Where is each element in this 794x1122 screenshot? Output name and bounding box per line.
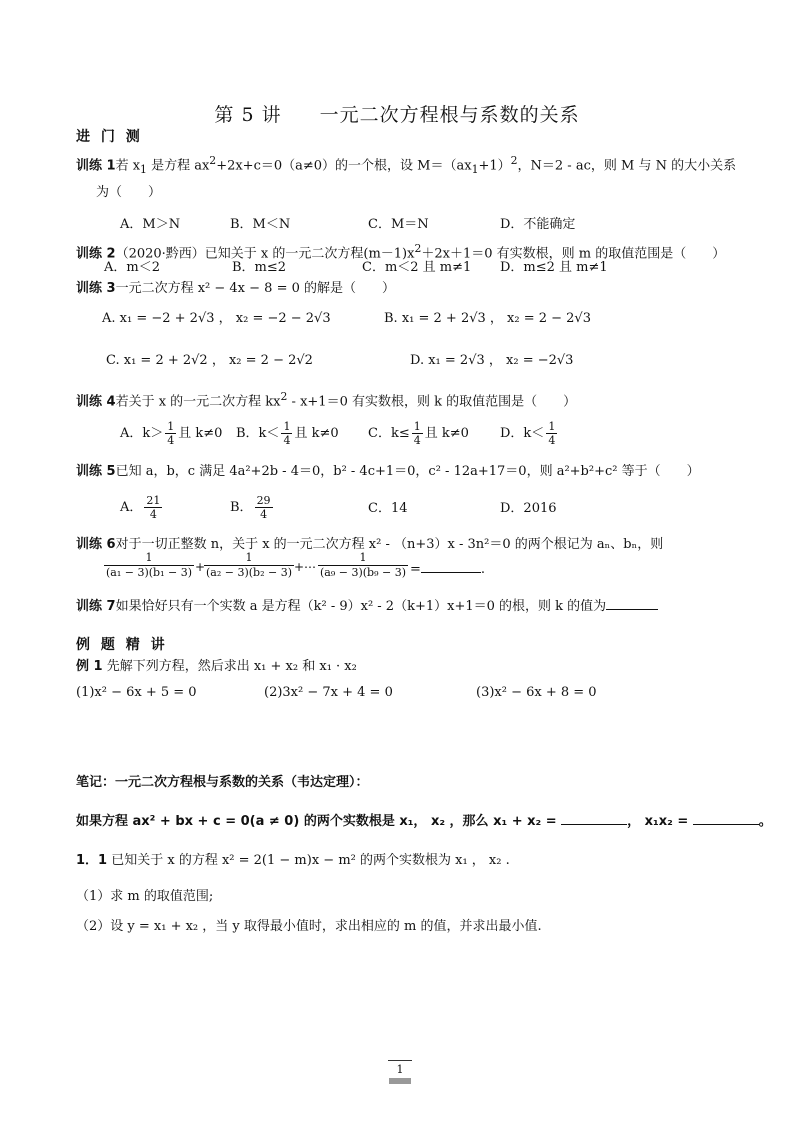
exercise-4-option-c-prefix: C．k≤ — [368, 426, 410, 441]
fraction-numerator: 1 — [104, 551, 194, 566]
example-1-equation-3: (3)x² − 6x + 8 = 0 — [476, 685, 597, 700]
exercise-1-option-a: A．M＞N — [120, 217, 181, 232]
example-1-label: 例 1 — [76, 659, 103, 674]
fraction-numerator: 1 — [548, 420, 556, 433]
exercise-2-option-c: C．m＜2 且 m≠1 — [362, 260, 472, 275]
exercise-3-option-d: D. x₁ = 2√3 ， x₂ = −2√3 — [410, 353, 574, 368]
exercise-2-sup: 2 — [414, 242, 422, 255]
exercise-1-text-g: +1） — [478, 158, 511, 174]
page-number-rule — [388, 1060, 412, 1061]
exercise-1-sup-1: 2 — [209, 154, 217, 167]
exercise-1-sub-1: 1 — [140, 162, 147, 176]
exercise-3-text: 一元二次方程 x² − 4x − 8 = 0 的解是（ ） — [115, 281, 396, 296]
exercise-5 — [76, 463, 700, 481]
exercise-5-text: 已知 a，b，c 满足 4a²+2b - 4＝0，b² - 4c+1＝0，c² - 12a+17＝0，则 a²+b²+c² 等于（ ） — [115, 464, 700, 479]
exercise-5-option-b-fraction — [255, 494, 273, 521]
exercise-6-text: 对于一切正整数 n，关于 x 的一元二次方程 x² - （n+3）x - 3n²＝0 的两个根记为 aₙ、bₙ，则 — [115, 537, 664, 552]
example-1 — [76, 658, 357, 676]
vieta-statement-text-b: ， x₁x₂ = — [627, 814, 689, 829]
question-1-1-part-1: （1）求 m 的取值范围; — [76, 889, 214, 904]
section-intro-heading: 进 门 测 — [76, 129, 143, 145]
exercise-4-option-a-prefix: A．k＞ — [120, 426, 164, 441]
exercise-4-option-a — [120, 420, 222, 447]
fraction-numerator: 21 — [146, 494, 161, 507]
fraction-numerator: 1 — [413, 420, 421, 433]
exercise-4-option-b-fraction — [281, 420, 292, 447]
vieta-statement-end: 。 — [758, 814, 772, 829]
lecture-topic: 一元二次方程根与系数的关系 — [319, 104, 580, 126]
example-1-equation-2: (2)3x² − 7x + 4 = 0 — [264, 685, 393, 700]
example-1-equation-1: (1)x² − 6x + 5 = 0 — [76, 685, 197, 700]
exercise-4 — [76, 388, 576, 411]
exercise-1-option-d: D．不能确定 — [500, 217, 576, 232]
question-1-1-text: 已知关于 x 的方程 x² = 2(1 − m)x − m² 的两个实数根为 x₁ ， x₂ . — [111, 853, 510, 868]
fraction-numerator: 1 — [167, 420, 175, 433]
exercise-5-option-c: C．14 — [368, 501, 408, 516]
exercise-3-option-c: C. x₁ = 2 + 2√2 ， x₂ = 2 − 2√2 — [106, 353, 313, 368]
exercise-4-option-a-fraction — [165, 420, 176, 447]
exercise-2-text-b: ＋2x＋1＝0 有实数根，则 m 的取值范围是（ ） — [421, 246, 726, 262]
exercise-2-text-a: （2020·黔西）已知关于 x 的一元二次方程(m－1)x — [115, 246, 415, 262]
exercise-5-option-a-fraction — [144, 494, 162, 521]
exercise-7-label: 训练 7 — [76, 599, 116, 614]
page-title — [0, 100, 794, 127]
fraction-denominator: (a₁ − 3)(b₁ − 3) — [105, 566, 192, 579]
vieta-sum-blank — [561, 810, 627, 825]
fraction-denominator: 4 — [413, 434, 421, 447]
exercise-1-sup-2: 2 — [510, 154, 518, 167]
exercise-7-text: 如果恰好只有一个实数 a 是方程（k² - 9）x² - 2（k+1）x+1＝0 的根，则 k 的值为 — [115, 599, 607, 614]
exercise-1-text-c: 是方程 ax — [146, 158, 210, 174]
vieta-statement-text-a: 如果方程 ax² + bx + c = 0(a ≠ 0) 的两个实数根是 x₁， x₂ ，那么 x₁ + x₂ = — [76, 814, 557, 829]
fraction-denominator: (a₂ − 3)(b₂ − 3) — [205, 566, 292, 579]
page-number-text: 1 — [396, 1063, 404, 1076]
exercise-7-answer-blank — [606, 595, 658, 610]
fraction-denominator: 4 — [149, 508, 157, 521]
fraction-numerator: 1 — [204, 551, 294, 566]
exercise-4-text-b: - x+1＝0 有实数根，则 k 的取值范围是（ ） — [287, 394, 577, 410]
page-number-bar — [389, 1078, 411, 1084]
fraction-denominator: 4 — [167, 434, 175, 447]
exercise-6-period: . — [480, 562, 486, 577]
note-heading: 笔记：一元二次方程根与系数的关系（韦达定理）： — [76, 775, 369, 790]
exercise-6-answer — [410, 558, 485, 579]
fraction-numerator: 29 — [256, 494, 271, 507]
exercise-1 — [76, 152, 736, 179]
exercise-2-option-a: A．m＜2 — [104, 260, 160, 275]
fraction-numerator: 1 — [318, 551, 408, 566]
question-1-1-part-2: （2）设 y = x₁ + x₂ ，当 y 取得最小值时，求出相应的 m 的值，并求出最小值. — [76, 919, 542, 934]
exercise-5-option-d: D．2016 — [500, 501, 557, 516]
exercise-1-text-a: 若 x — [115, 158, 141, 174]
exercise-4-option-a-condition: 且 k≠0 — [178, 426, 223, 441]
exercise-4-option-c-fraction — [412, 420, 423, 447]
exercise-6-equals: = — [410, 562, 421, 577]
exercise-3-label: 训练 3 — [76, 281, 116, 296]
exercise-6-dots: +⋯ — [294, 560, 317, 574]
exercise-1-label: 训练 1 — [76, 158, 116, 174]
exercise-2-option-b: B．m≤2 — [232, 260, 287, 275]
exercise-6-fraction-3 — [318, 551, 408, 580]
exercise-4-option-b-condition: 且 k≠0 — [294, 426, 339, 441]
section-examples-heading: 例 题 精 讲 — [76, 637, 168, 653]
vieta-statement — [76, 810, 772, 831]
exercise-1-option-b: B．M＜N — [230, 217, 291, 232]
exercise-4-option-b-prefix: B．k＜ — [236, 426, 280, 441]
exercise-4-option-b — [236, 420, 339, 447]
question-1-1-label: 1．1 — [76, 853, 108, 868]
fraction-denominator: 4 — [548, 434, 556, 447]
exercise-6-fraction-2 — [204, 551, 294, 580]
exercise-6-label: 训练 6 — [76, 537, 116, 552]
exercise-5-option-a-prefix: A． — [120, 500, 143, 515]
exercise-4-option-d-prefix: D．k＜ — [500, 426, 545, 441]
vieta-product-blank — [693, 810, 759, 825]
exercise-2-option-d: D．m≤2 且 m≠1 — [500, 260, 608, 275]
fraction-denominator: 4 — [283, 434, 291, 447]
fraction-denominator: 4 — [260, 508, 268, 521]
question-1-1 — [76, 852, 510, 870]
exercise-4-option-c — [368, 420, 469, 447]
exercise-4-sup: 2 — [280, 390, 288, 403]
exercise-6-plus: + — [195, 560, 206, 574]
exercise-1-text-i: ，N＝2 - ac，则 M 与 N 的大小关系 — [517, 158, 737, 174]
exercise-2-label: 训练 2 — [76, 246, 116, 262]
exercise-4-text-a: 若关于 x 的一元二次方程 kx — [115, 394, 281, 410]
exercise-7 — [76, 595, 658, 616]
exercise-5-label: 训练 5 — [76, 464, 116, 479]
exercise-1-text-e: +2x+c＝0（a≠0）的一个根，设 M＝（ax — [216, 158, 472, 174]
exercise-5-option-a — [120, 494, 164, 521]
exercise-5-option-b — [230, 494, 275, 521]
exercise-4-label: 训练 4 — [76, 394, 116, 410]
exercise-5-option-b-prefix: B． — [230, 500, 253, 515]
exercise-4-option-c-condition: 且 k≠0 — [424, 426, 469, 441]
exercise-1-sub-2: 1 — [471, 162, 479, 176]
example-1-text: 先解下列方程，然后求出 x₁ + x₂ 和 x₁ · x₂ — [106, 659, 357, 674]
exercise-3-option-a: A. x₁ = −2 + 2√3 ， x₂ = −2 − 2√3 — [102, 311, 331, 326]
exercise-1-option-c: C．M＝N — [368, 217, 429, 232]
page-number — [388, 1060, 412, 1084]
exercise-4-option-d — [500, 420, 559, 447]
exercise-3-option-b: B. x₁ = 2 + 2√3 ， x₂ = 2 − 2√3 — [384, 311, 591, 326]
fraction-denominator: (a₉ − 3)(b₉ − 3) — [319, 566, 406, 579]
fraction-numerator: 1 — [283, 420, 291, 433]
exercise-1-line-2: 为（ ） — [96, 185, 162, 200]
exercise-4-option-d-fraction — [546, 420, 557, 447]
exercise-6-answer-blank — [421, 558, 481, 573]
lecture-number: 第 5 讲 — [214, 104, 282, 126]
exercise-3 — [76, 280, 395, 298]
exercise-6-fraction-1 — [104, 551, 194, 580]
